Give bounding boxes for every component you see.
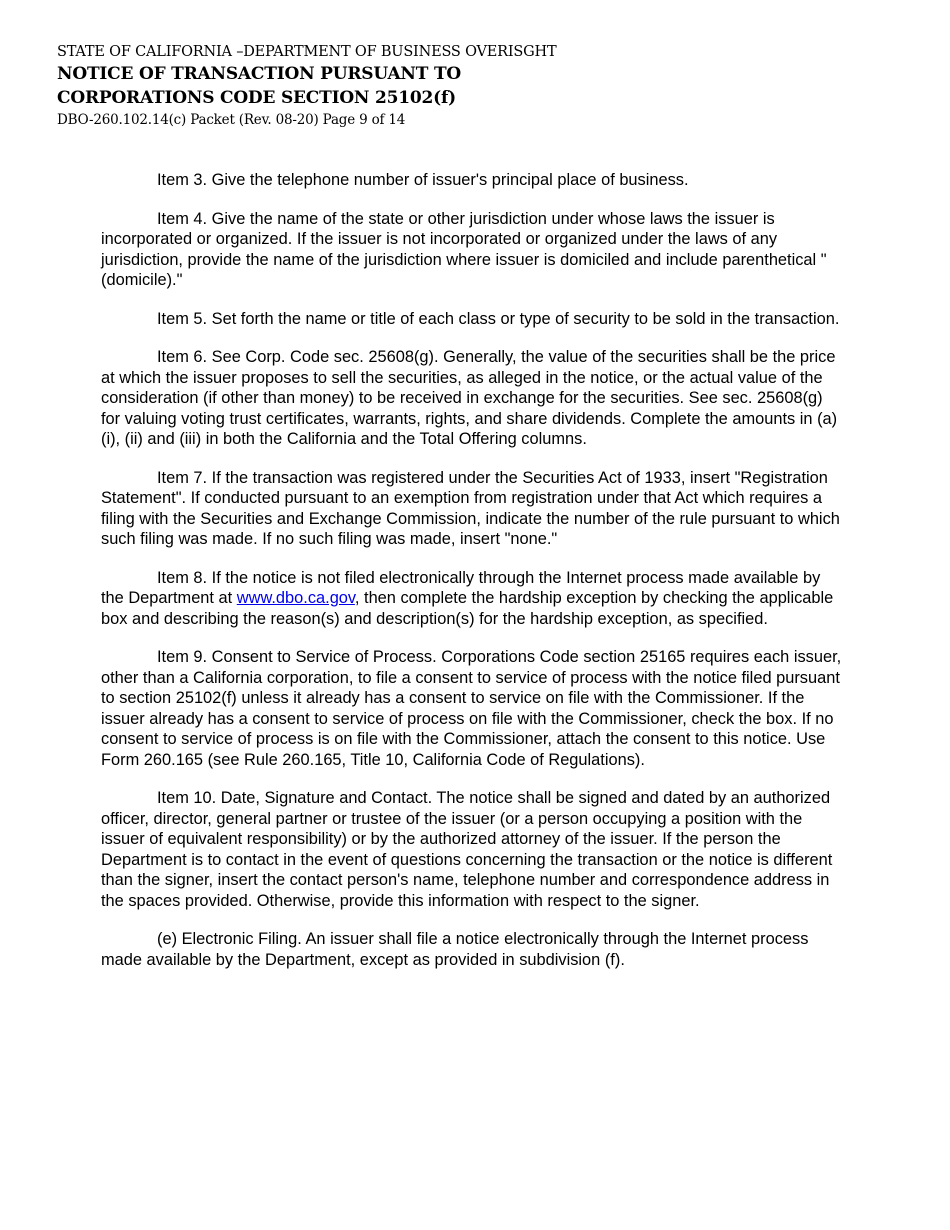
item-4-paragraph: Item 4. Give the name of the state or other jurisdiction under whose laws the issuer is incorporated or organized. If the issuer is not incorporated or organized under the laws of any jurisdiction, provide the name of the jurisdiction where issuer is domiciled and include parenthetical "(domicile)." (101, 209, 827, 289)
item-6-paragraph: Item 6. See Corp. Code sec. 25608(g). Generally, the value of the securities shall be the price at which the issuer proposes to sell the securities, as alleged in the notice, or the actual value of the consideration (if other than money) to be received in exchange for the securities. See sec. 25608(g) for valuing voting trust certificates, warrants, rights, and share dividends. Complete the amounts in (a)(i), (ii) and (iii) in both the California and the Total Offering columns. (101, 348, 838, 448)
agency-name: STATE OF CALIFORNIA –DEPARTMENT OF BUSINESS OVERISGHT (57, 44, 557, 60)
item-3-paragraph: Item 3. Give the telephone number of issuer's principal place of business. (157, 171, 689, 189)
item-9-paragraph: Item 9. Consent to Service of Process. Corporations Code section 25165 requires each issuer, other than a California corporation, to file a consent to service of process with the notice filed pursuant to section 25102(f) unless it already has a consent to service on file with the Commissioner. If the issuer already has a consent to service of process on file with the Commissioner, check the box. If no consent to service of process is on file with the Commissioner, attach the consent to this notice. Use Form 260.165 (see Rule 260.165, Title 10, California Code of Regulations). (101, 648, 842, 769)
form-title-line-1: NOTICE OF TRANSACTION PURSUANT TO (57, 64, 461, 84)
instructions-body (101, 170, 846, 988)
document-header (57, 42, 757, 130)
item-7-paragraph: Item 7. If the transaction was registered under the Securities Act of 1933, insert "Registration Statement". If conducted pursuant to an exemption from registration under that Act which requires a filing with the Securities and Exchange Commission, indicate the number of the rule pursuant to which such filing was made. If no such filing was made, insert "none." (101, 468, 840, 548)
form-title-line-2: CORPORATIONS CODE SECTION 25102(f) (57, 88, 456, 108)
form-id-page-number: DBO-260.102.14(c) Packet (Rev. 08-20) Page 9 of 14 (57, 112, 406, 128)
electronic-filing-paragraph: (e) Electronic Filing. An issuer shall file a notice electronically through the Internet process made available by the Department, except as provided in subdivision (f). (101, 930, 809, 969)
item-10-paragraph: Item 10. Date, Signature and Contact. The notice shall be signed and dated by an authorized officer, director, general partner or trustee of the issuer (or a person occupying a position with the issuer of equivalent responsibility) or by the authorized attorney of the issuer. If the person the Department is to contact in the event of questions concerning the transaction or the notice is different than the signer, insert the contact person's name, telephone number and correspondence address in the spaces provided. Otherwise, provide this information with respect to the signer. (101, 789, 833, 910)
dbo-website-link[interactable]: www.dbo.ca.gov (236, 589, 355, 607)
item-5-paragraph: Item 5. Set forth the name or title of each class or type of security to be sold in the transaction. (157, 309, 840, 328)
item-8-text-after-link: , then complete the hardship exception by checking the applicable box and describing the reason(s) and description(s) for the hardship exception, as specified. (101, 589, 834, 628)
item-8-paragraph (101, 568, 846, 630)
item-8-text-before-link: Item 8. If the notice is not filed electronically through the Internet process made available by the Department at (101, 568, 821, 607)
